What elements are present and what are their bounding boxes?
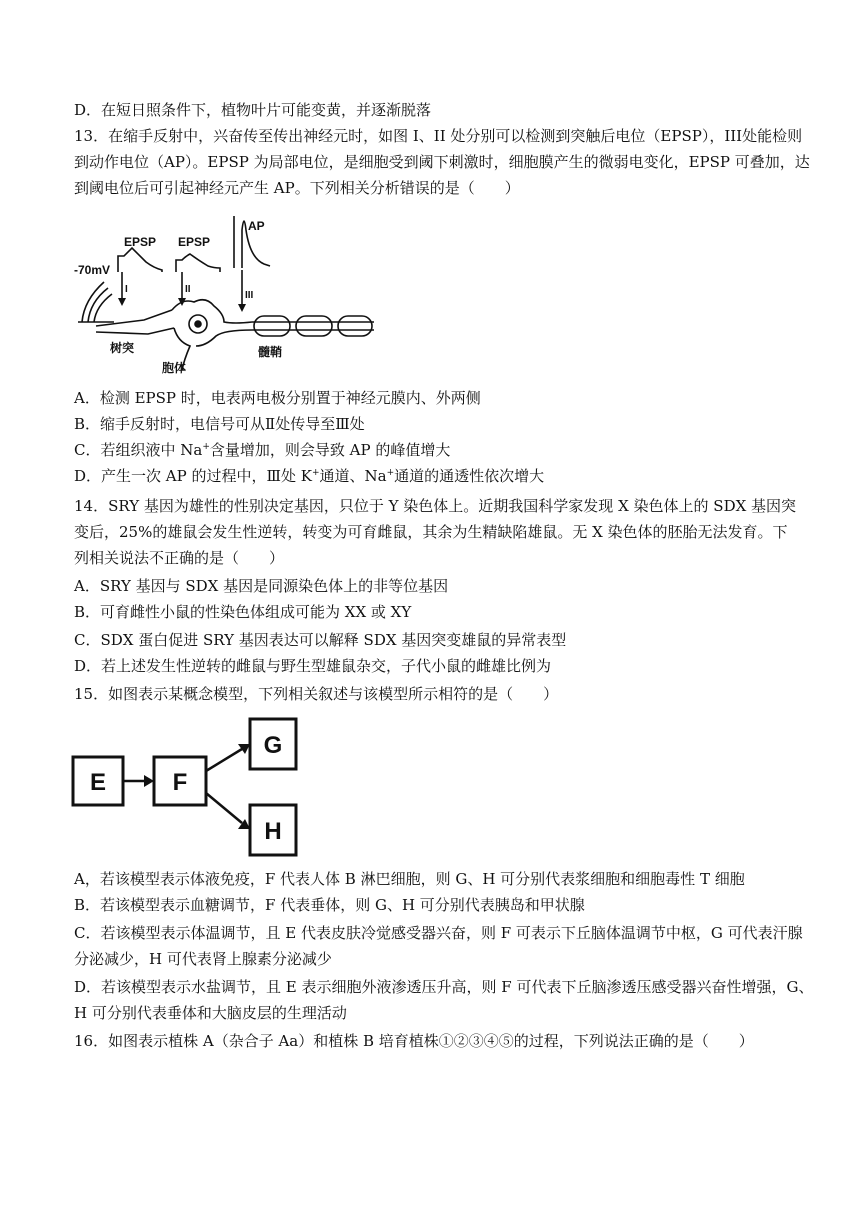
label-ap: AP bbox=[248, 219, 265, 233]
q14-stem-line1: 14．SRY 基因为雄性的性别决定基因，只位于 Y 染色体上。近期我国科学家发现 X 染色体上的 SDX 基因突 bbox=[74, 497, 797, 515]
q15-option-d-line1: D．若该模型表示水盐调节，且 E 表示细胞外液渗透压升高，则 F 可代表下丘脑渗透压感受器兴奋性增强，G、 bbox=[74, 978, 814, 996]
label-soma: 胞体 bbox=[162, 361, 187, 375]
q13-option-a: A．检测 EPSP 时，电表两电极分别置于神经元膜内、外两侧 bbox=[74, 389, 481, 407]
label-site-iii: III bbox=[245, 290, 254, 301]
q13-option-b: B．缩手反射时，电信号可从Ⅱ处传导至Ⅲ处 bbox=[74, 415, 365, 433]
q15-option-b: B．若该模型表示血糖调节，F 代表垂体，则 G、H 可分别代表胰岛和甲状腺 bbox=[74, 896, 585, 914]
neuron-diagram bbox=[74, 210, 384, 380]
label-myelin-sheath: 髓鞘 bbox=[258, 345, 283, 359]
q15-option-c-line2: 分泌减少，H 可代表肾上腺素分泌减少 bbox=[74, 950, 332, 968]
box-g-label: G bbox=[263, 732, 283, 759]
q13-stem-line2: 到动作电位（AP）。EPSP 为局部电位，是细胞受到阈下刺激时，细胞膜产生的微弱电变化，EPSP 可叠加，达 bbox=[74, 153, 810, 171]
q15-option-c-line1: C．若该模型表示体温调节，且 E 代表皮肤冷觉感受器兴奋，则 F 可表示下丘脑体温调节中枢，G 可代表汗腺 bbox=[74, 924, 803, 942]
q13-option-d: D．产生一次 AP 的过程中，Ⅲ处 K+通道、Na+通道的通透性依次增大 bbox=[74, 467, 545, 485]
box-f-label: F bbox=[172, 769, 188, 796]
label-site-ii: II bbox=[185, 284, 191, 295]
label-resting-potential: -70mV bbox=[74, 263, 111, 277]
q14-stem-line3: 列相关说法不正确的是（ ） bbox=[74, 549, 285, 567]
q12-option-d: D．在短日照条件下，植物叶片可能变黄，并逐渐脱落 bbox=[74, 101, 432, 119]
q15-stem: 15．如图表示某概念模型，下列相关叙述与该模型所示相符的是（ ） bbox=[74, 685, 559, 703]
label-dendrite: 树突 bbox=[110, 341, 135, 355]
box-e-label: E bbox=[89, 769, 107, 796]
q14-option-c: C．SDX 蛋白促进 SRY 基因表达可以解释 SDX 基因突变雄鼠的异常表型 bbox=[74, 631, 567, 649]
label-epsp-1: EPSP bbox=[124, 235, 157, 249]
label-epsp-2: EPSP bbox=[178, 235, 211, 249]
label-site-i: I bbox=[125, 284, 128, 295]
q13-stem-line1: 13．在缩手反射中，兴奋传至传出神经元时，如图 I、II 处分别可以检测到突触后电位（EPSP），III处能检则 bbox=[74, 127, 803, 145]
q16-stem: 16．如图表示植株 A（杂合子 Aa）和植株 B 培育植株①②③④⑤的过程，下列说法正确的是（ ） bbox=[74, 1032, 754, 1050]
q13-option-c: C．若组织液中 Na+含量增加，则会导致 AP 的峰值增大 bbox=[74, 441, 451, 459]
q14-stem-line2: 变后，25%的雄鼠会发生性逆转，转变为可育雌鼠，其余为生精缺陷雄鼠。无 X 染色体的胚胎无法发育。下 bbox=[74, 523, 788, 541]
concept-model-diagram bbox=[70, 715, 310, 860]
q14-option-a: A．SRY 基因与 SDX 基因是同源染色体上的非等位基因 bbox=[74, 577, 449, 595]
q14-option-b: B．可育雌性小鼠的性染色体组成可能为 XX 或 XY bbox=[74, 603, 412, 621]
q15-option-a: A，若该模型表示体液免疫，F 代表人体 B 淋巴细胞，则 G、H 可分别代表浆细胞和细胞毒性 T 细胞 bbox=[74, 870, 745, 888]
box-h-label: H bbox=[264, 818, 282, 845]
q13-stem-line3: 到阈电位后可引起神经元产生 AP。下列相关分析错误的是（ ） bbox=[74, 179, 520, 197]
q15-option-d-line2: H 可分别代表垂体和大脑皮层的生理活动 bbox=[74, 1004, 347, 1022]
q14-option-d: D．若上述发生性逆转的雌鼠与野生型雄鼠杂交，子代小鼠的雌雄比例为 bbox=[74, 657, 552, 675]
